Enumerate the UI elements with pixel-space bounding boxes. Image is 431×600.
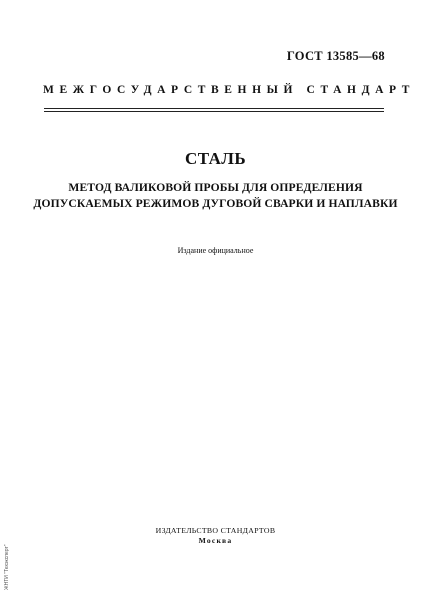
header-rule-bottom xyxy=(44,111,384,112)
margin-stamp-text: ЖНТИ "Техэксперт" xyxy=(4,544,10,590)
document-title: СТАЛЬ xyxy=(185,149,246,168)
gost-number: ГОСТ 13585—68 xyxy=(286,49,385,63)
subtitle-line: МЕТОД ВАЛИКОВОЙ ПРОБЫ ДЛЯ ОПРЕДЕЛЕНИЯ xyxy=(68,181,363,194)
subtitle-line: ДОПУСКАЕМЫХ РЕЖИМОВ ДУГОВОЙ СВАРКИ И НАПЛАВКИ xyxy=(33,197,398,210)
header-rule-top xyxy=(44,108,384,109)
standard-type-heading: МЕЖГОСУДАРСТВЕННЫЙ СТАНДАРТ xyxy=(43,84,416,96)
publisher-city: Москва xyxy=(198,536,233,545)
document-subtitle xyxy=(0,180,431,212)
publisher-name: ИЗДАТЕЛЬСТВО СТАНДАРТОВ xyxy=(155,526,276,535)
edition-note: Издание официальное xyxy=(177,246,254,255)
